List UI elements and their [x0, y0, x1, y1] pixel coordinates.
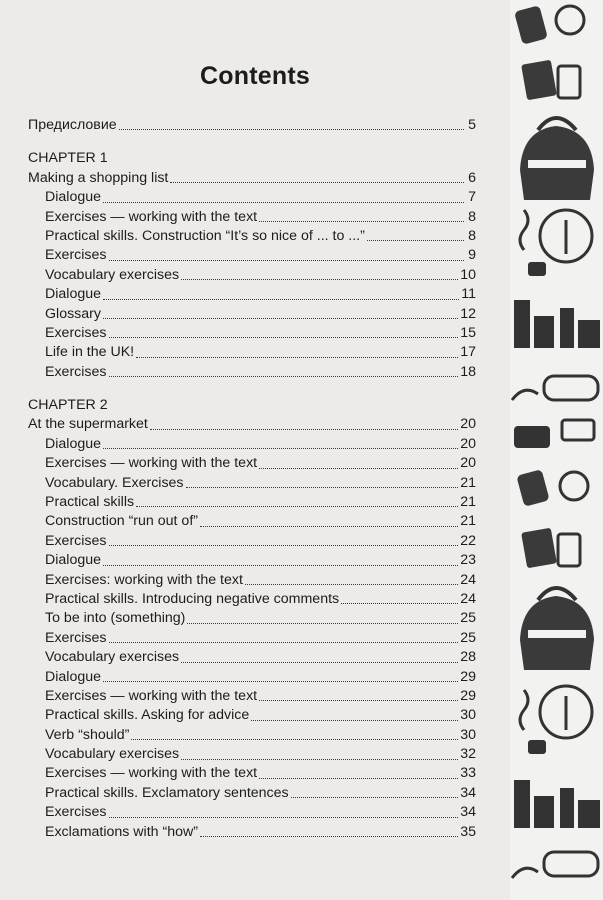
toc-entry-label: Construction “run out of” [45, 513, 198, 530]
toc-entry-label: Life in the UK! [45, 344, 135, 361]
toc-entry-label: Предисловие [28, 116, 117, 133]
toc-page-number: 25 [460, 629, 476, 646]
dot-leader [109, 337, 459, 338]
toc-entry[interactable] [28, 208, 476, 227]
toc-entry-label: Exercises — working with the text [45, 765, 258, 782]
toc-entry-label: Dialogue [45, 668, 102, 685]
toc-entry[interactable] [28, 512, 476, 531]
toc-entry-label: Exercises [45, 363, 107, 380]
dot-leader [136, 506, 458, 507]
toc-page-number: 20 [460, 416, 476, 433]
doodle-illustrations [510, 0, 603, 900]
gift-tag-icon [516, 469, 588, 507]
toc-entry[interactable] [28, 648, 476, 667]
toc-entry[interactable] [28, 343, 476, 362]
toc-entry-label: Exercises [45, 804, 107, 821]
toc-entry-label: Exercises: working with the text [45, 571, 243, 588]
toc-entry[interactable] [28, 823, 476, 842]
toc-page-number: 29 [460, 668, 476, 685]
toc-chapter-title[interactable] [28, 169, 476, 188]
dot-leader [181, 759, 458, 760]
dot-leader [259, 221, 464, 222]
dot-leader [109, 260, 465, 261]
dot-leader [181, 662, 458, 663]
toc-entry[interactable] [28, 532, 476, 551]
toc-entry-label: Exercises [45, 532, 107, 549]
toc-entry[interactable] [28, 687, 476, 706]
toc-page-number: 8 [468, 227, 476, 244]
toc-entry-label: Exercises — working with the text [45, 208, 258, 225]
toc-entry-label: Dialogue [45, 286, 102, 303]
chapter-heading: CHAPTER 2 [28, 397, 108, 414]
dot-leader [136, 357, 458, 358]
toc-entry-label: Vocabulary exercises [45, 746, 180, 763]
toc-page-number: 17 [460, 344, 476, 361]
dot-leader [259, 778, 458, 779]
dot-leader [131, 739, 458, 740]
dot-leader [200, 526, 458, 527]
toc-page-number: 24 [460, 571, 476, 588]
toc-page-number: 7 [468, 189, 476, 206]
toc-entry[interactable] [28, 784, 476, 803]
toc-entry[interactable] [28, 305, 476, 324]
toc-entry-label: Dialogue [45, 552, 102, 569]
credit-card-icon [521, 528, 580, 569]
dot-leader [103, 202, 464, 203]
toc-entry-label: Practical skills. Exclamatory sentences [45, 784, 289, 801]
toc-entry[interactable] [28, 765, 476, 784]
dot-leader [109, 545, 459, 546]
toc-page-number: 21 [460, 494, 476, 511]
toc-page-number: 10 [460, 266, 476, 283]
toc-entry-label: Verb “should” [45, 726, 130, 743]
dot-leader [103, 565, 458, 566]
toc-page-number: 23 [460, 552, 476, 569]
toc-page-number: 12 [460, 305, 476, 322]
page-title: Contents [200, 62, 310, 90]
toc-page-number: 30 [460, 707, 476, 724]
toc-entry-label: Glossary [45, 305, 101, 322]
dot-leader [200, 836, 458, 837]
toc-page-number: 18 [460, 363, 476, 380]
dot-leader [251, 720, 458, 721]
dot-leader [367, 240, 464, 241]
toc-entry[interactable] [28, 324, 476, 343]
toc-entry[interactable] [28, 246, 476, 265]
chapter-2-entries [28, 435, 476, 842]
dot-leader [245, 584, 458, 585]
dot-leader [109, 817, 459, 818]
toc-entry[interactable] [28, 363, 476, 382]
toc-page-number: 35 [460, 823, 476, 840]
toc-entry[interactable] [28, 285, 476, 304]
dot-leader [109, 642, 459, 643]
toc-entry[interactable] [28, 745, 476, 764]
toc-entry-label: Vocabulary. Exercises [45, 474, 184, 491]
toc-entry[interactable] [28, 590, 476, 609]
toc-entry[interactable] [28, 435, 476, 454]
toc-entry[interactable] [28, 188, 476, 207]
toc-entry-label: Exclamations with “how” [45, 823, 198, 840]
train-icon [512, 376, 598, 400]
toc-page-number: 21 [460, 474, 476, 491]
toc-page-number: 34 [460, 804, 476, 821]
table-of-contents [28, 116, 476, 842]
toc-page-number: 20 [460, 455, 476, 472]
decorative-illustration-strip [510, 0, 603, 900]
toc-entry[interactable] [28, 609, 476, 628]
dot-leader [259, 468, 458, 469]
toc-entry-label: To be into (something) [45, 610, 186, 627]
dot-leader [181, 279, 458, 280]
car-icon [514, 420, 594, 448]
toc-entry-label: Exercises [45, 324, 107, 341]
toc-entry[interactable] [28, 493, 476, 512]
toc-entry-label: Vocabulary exercises [45, 649, 180, 666]
toc-entry-preface[interactable] [28, 116, 476, 135]
toc-entry[interactable] [28, 803, 476, 822]
toc-page-number: 24 [460, 590, 476, 607]
toc-page-number: 11 [461, 286, 476, 303]
train-icon [512, 852, 598, 878]
shopping-bag-icon [520, 588, 594, 670]
dot-leader [103, 299, 459, 300]
plate-and-cutlery-icon [520, 686, 592, 754]
dot-leader [109, 376, 459, 377]
toc-page-number: 8 [468, 208, 476, 225]
dot-leader [103, 318, 458, 319]
toc-entry-label: Dialogue [45, 435, 102, 452]
toc-entry-label: Dialogue [45, 189, 102, 206]
toc-page-number: 21 [460, 513, 476, 530]
toc-entry-label: Practical skills [45, 494, 135, 511]
toc-entry[interactable] [28, 571, 476, 590]
toc-entry[interactable] [28, 454, 476, 473]
toc-entry[interactable] [28, 668, 476, 687]
toc-entry[interactable] [28, 551, 476, 570]
city-buildings-icon [514, 780, 600, 828]
toc-entry[interactable] [28, 227, 476, 246]
toc-entry[interactable] [28, 266, 476, 285]
toc-page-number: 20 [460, 435, 476, 452]
toc-entry-label: Making a shopping list [28, 169, 169, 186]
toc-page-number: 32 [460, 746, 476, 763]
toc-entry-label: Practical skills. Construction “It’s so nice of ... to ...” [45, 227, 365, 244]
gift-tag-icon [514, 5, 584, 45]
toc-entry-label: Exercises [45, 247, 107, 264]
toc-entry[interactable] [28, 474, 476, 493]
toc-page-number: 29 [460, 687, 476, 704]
toc-page-number: 22 [460, 532, 476, 549]
toc-entry-label: At the supermarket [28, 416, 148, 433]
toc-page-number: 25 [460, 610, 476, 627]
dot-leader [291, 797, 459, 798]
toc-chapter-title[interactable] [28, 415, 476, 434]
toc-entry-label: Practical skills. Asking for advice [45, 707, 250, 724]
toc-page-number: 9 [468, 247, 476, 264]
toc-page-number: 6 [468, 169, 476, 186]
toc-page-number: 5 [468, 116, 476, 133]
toc-page-number: 33 [460, 765, 476, 782]
toc-entry[interactable] [28, 726, 476, 745]
toc-page-number: 28 [460, 649, 476, 666]
toc-entry[interactable] [28, 706, 476, 725]
toc-entry-label: Exercises [45, 629, 107, 646]
toc-page-number: 34 [460, 784, 476, 801]
credit-card-icon [521, 60, 580, 101]
dot-leader [103, 448, 458, 449]
toc-page-number: 30 [460, 726, 476, 743]
toc-entry-label: Exercises — working with the text [45, 687, 258, 704]
dot-leader [170, 182, 464, 183]
dot-leader [119, 129, 464, 130]
plate-and-cutlery-icon [520, 210, 592, 276]
dot-leader [103, 681, 458, 682]
toc-page-number: 15 [460, 324, 476, 341]
city-buildings-icon [514, 300, 600, 348]
dot-leader [259, 700, 458, 701]
toc-entry-label: Practical skills. Introducing negative comments [45, 590, 340, 607]
dot-leader [187, 623, 458, 624]
dot-leader [150, 429, 458, 430]
toc-entry-label: Exercises — working with the text [45, 455, 258, 472]
chapter-1-entries [28, 188, 476, 382]
toc-entry[interactable] [28, 629, 476, 648]
shopping-bag-icon [520, 118, 594, 200]
dot-leader [186, 487, 459, 488]
toc-entry-label: Vocabulary exercises [45, 266, 180, 283]
chapter-heading: CHAPTER 1 [28, 150, 108, 167]
dot-leader [341, 603, 458, 604]
